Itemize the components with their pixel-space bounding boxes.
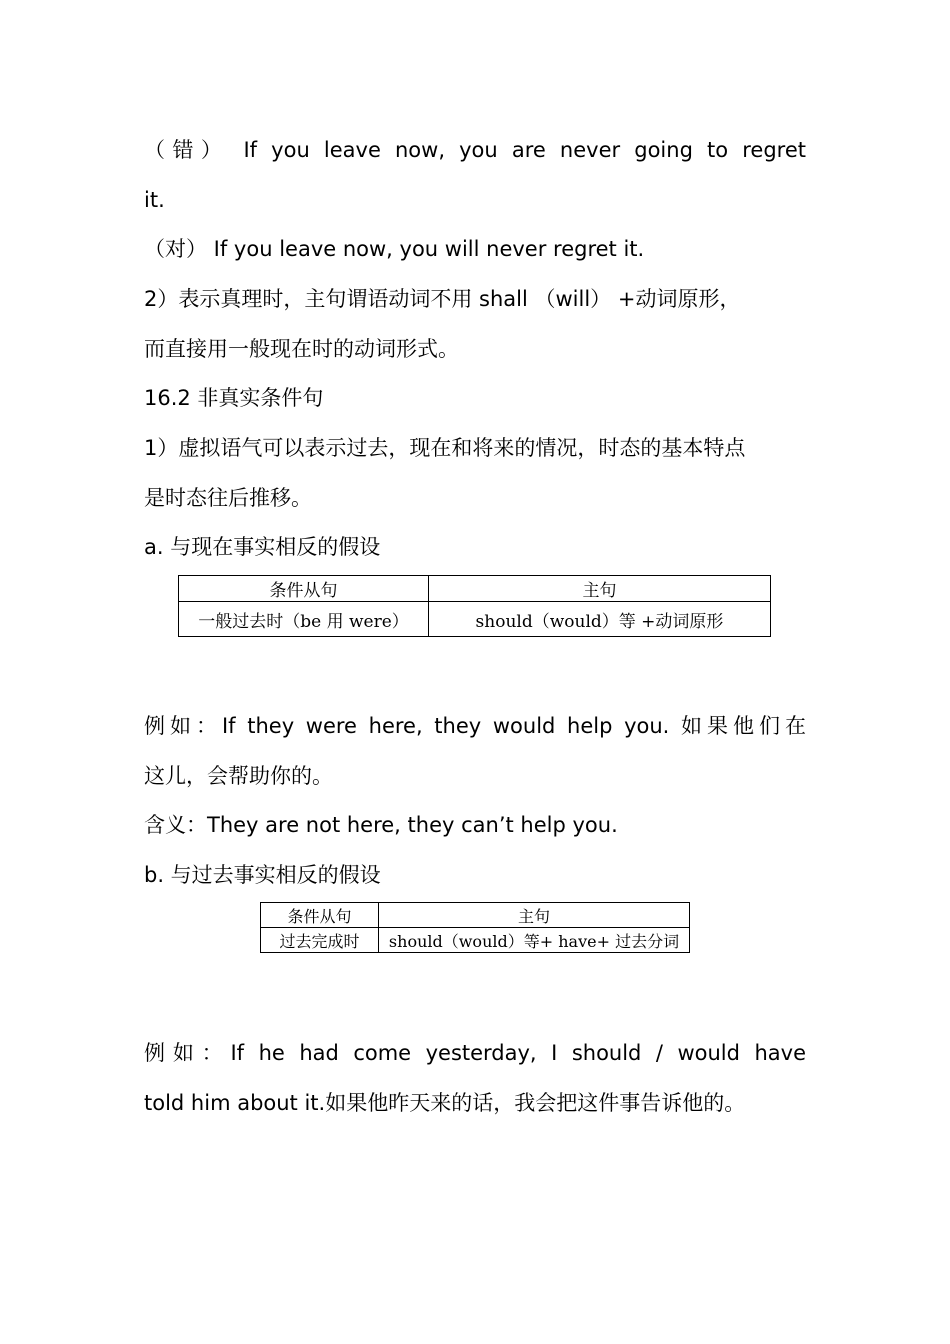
rule-1-line-cont: 是时态往后推移。 <box>144 486 312 510</box>
example-line-a: 例如：If they were here, they would help you. 如果他们在 <box>144 714 806 738</box>
example-wrong-line-cont: it. <box>144 188 165 212</box>
example-wrong-line: （错） If you leave now, you are never going to regret <box>144 138 806 162</box>
example-line-b: 例如：If he had come yesterday, I should / would have <box>144 1041 806 1065</box>
table-b-cell-condition: 过去完成时 <box>261 928 379 953</box>
subheading-b: b. 与过去事实相反的假设 <box>144 863 381 887</box>
rule-2-line-cont: 而直接用一般现在时的动词形式。 <box>144 337 459 361</box>
example-line-a-cont: 这儿，会帮助你的。 <box>144 764 333 788</box>
example-line-b-cont: told him about it.如果他昨天来的话，我会把这件事告诉他的。 <box>144 1091 746 1115</box>
table-b-header-condition: 条件从句 <box>261 903 379 928</box>
table-a-cell-main: should（would）等 +动词原形 <box>429 602 771 637</box>
rule-1-line: 1）虚拟语气可以表示过去，现在和将来的情况，时态的基本特点 <box>144 436 746 460</box>
meaning-line: 含义：They are not here, they can’t help you. <box>144 813 618 837</box>
section-heading-16-2: 16.2 非真实条件句 <box>144 386 324 410</box>
table-b-cell-main: should（would）等+ have+ 过去分词 <box>379 928 690 953</box>
table-present-unreal <box>178 575 771 637</box>
table-b-header-main: 主句 <box>379 903 690 928</box>
example-correct-line: （对） If you leave now, you will never regret it. <box>144 237 645 261</box>
table-a-cell-condition: 一般过去时（be 用 were） <box>179 602 429 637</box>
table-a-header-main: 主句 <box>429 576 771 602</box>
table-past-unreal <box>260 902 690 953</box>
subheading-a: a. 与现在事实相反的假设 <box>144 535 381 559</box>
table-a-header-condition: 条件从句 <box>179 576 429 602</box>
rule-2-line: 2）表示真理时，主句谓语动词不用 shall （will） +动词原形， <box>144 287 741 311</box>
